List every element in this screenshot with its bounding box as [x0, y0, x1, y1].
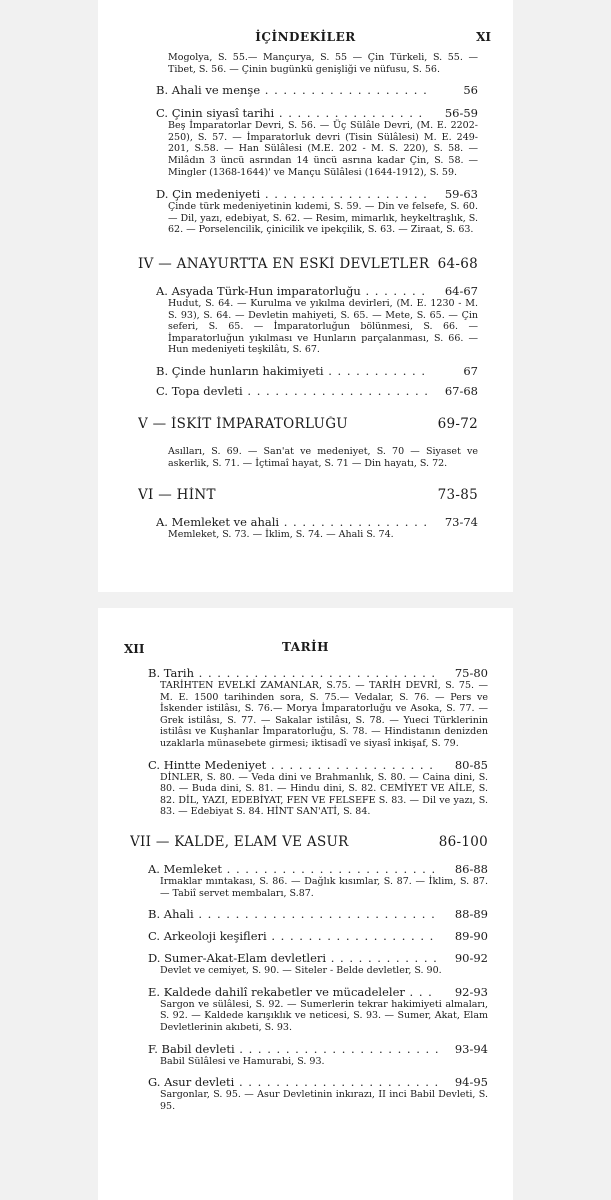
toc-entry: C. Topa devleti . . . 67-68: [156, 384, 478, 398]
page-title: İÇİNDEKİLER: [255, 30, 356, 44]
toc-entry: E. Kaldede dahilî rekabetler ve mücadeleler . . . 92-93: [148, 985, 488, 999]
section-heading: VII — KALDE, ELAM VE ASUR 86-100: [130, 833, 488, 850]
toc-sub: Çinde türk medeniyetinin kıdemi, S. 59. — Din ve felsefe, S. 60. — Dil, yazı, edebiyat, S. 62. — Resim, mimarlık, heykeltraşlık, S. 62. — Porselencilik, çinicilik ve ipekçilik, S. 63. — Ziraat, S. 63.: [168, 201, 478, 236]
toc-sub: Sargonlar, S. 95. — Asur Devletinin inkırazı, II inci Babil Devleti, S. 95.: [160, 1089, 488, 1112]
page-xii: [98, 608, 513, 1200]
toc-sub: Babil Sülâlesi ve Hamurabi, S. 93.: [160, 1055, 325, 1067]
toc-entry: B. Ahali ve menşe . . . 56: [156, 83, 478, 97]
toc-sub: DİNLER, S. 80. — Veda dini ve Brahmanlık, S. 80. — Caina dini, S. 80. — Buda dini, S. 81. — Hindu dini, S. 82. CEMİYET VE AİLE, S. 82. DİL, YAZI, EDEBİYAT, FEN VE FELSEFE S. 83. — Dil ve yazı, S. 83. — Edebiyat S. 84. HİNT SAN'ATİ, S. 84.: [160, 771, 488, 818]
toc-sub: Beş İmparatorlar Devri, S. 56. — Üç Sülâle Devri, (M. E. 2202-250), S. 57. — İmparatorluk devri (Tisin Sülâlesi) M. E. 249-201, S.58. — Han Sülâlesi (M.E. 202 - M. S. 220), S. 58. — Milâdın 3 üncü asrından 14 üncü asrına kadar Çin, S. 58. — Mingler (1368-1644)' ve Mançu Sülâlesi (1644-1912), S. 59.: [168, 120, 478, 178]
toc-entry: B. Tarih . . . 75-80: [148, 666, 488, 680]
page-xi: [98, 0, 513, 592]
toc-entry: C. Çinin siyasî tarihi . . . 56-59: [156, 106, 478, 120]
toc-entry: D. Sumer-Akat-Elam devletleri . . . 90-92: [148, 951, 488, 965]
toc-sub: Memleket, S. 73. — İklim, S. 74. — Ahali S. 74.: [168, 529, 394, 541]
toc-content: [138, 52, 478, 541]
page-number: XII: [124, 642, 145, 656]
section-heading: VI — HİNT 73-85: [138, 487, 478, 504]
toc-entry: A. Memleket ve ahali . . . 73-74: [156, 515, 478, 529]
section-heading: V — İSKİT İMPARATORLUĞU 69-72: [138, 415, 478, 432]
toc-sub: Asılları, S. 69. — San'at ve medeniyet, S. 70 — Siyaset ve askerlik, S. 71. — İçtimaî hayat, S. 71 — Din hayatı, S. 72.: [168, 445, 478, 469]
toc-sub: TARİHTEN EVELKİ ZAMANLAR, S.75. — TARİH DEVRİ, S. 75. — M. E. 1500 tarihinden sora, S. 75.— Vedalar, S. 76. — Pers ve İskender istilâsı, S. 76.— Morya İmparatorluğu ve Asoka, S. 77. — Grek istilâsı, S. 77. — Sakalar istilâsı, S. 78. — Yueci Türklerinin istilâsı ve Kuşhanlar İmparatorluğu, S. 78. — Hindistanın denizden uzaklarla münasebete girmesi; iktisadî ve siyasî inkişaf, S. 79.: [160, 680, 488, 749]
page-header: [98, 30, 513, 50]
toc-entry: A. Memleket . . . 86-88: [148, 862, 488, 876]
section-heading: IV — ANAYURTTA EN ESKİ DEVLETLER 64-68: [138, 255, 478, 272]
toc-entry: D. Çin medeniyeti . . . 59-63: [156, 187, 478, 201]
page-title: TARİH: [281, 640, 329, 654]
page-number: XI: [476, 30, 491, 44]
toc-content: [130, 666, 488, 1112]
toc-sub: Irmaklar mıntakası, S. 86. — Dağlık kısımlar, S. 87. — İklim, S. 87. — Tabiî servet membaları, S.87.: [160, 875, 488, 899]
toc-entry: B. Ahali . . . 88-89: [148, 907, 488, 921]
toc-sub: Devlet ve cemiyet, S. 90. — Siteler - Belde devletler, S. 90.: [160, 965, 442, 977]
page-header: [98, 640, 513, 660]
toc-entry: G. Asur devleti . . . 94-95: [148, 1075, 488, 1089]
toc-sub: Hudut, S. 64. — Kurulma ve yıkılma devirleri, (M. E. 1230 - M. S. 93), S. 64. — Devletin mahiyeti, S. 65. — Mete, S. 65. — Çin seferi, S. 65. — İmparatorluğun bölünmesi, S. 66. — İmparatorluğun yıkılması ve Hunların parçalanması, S. 66. — Hun medeniyeti teşkilâtı, S. 67.: [168, 297, 478, 356]
toc-entry: A. Asyada Türk-Hun imparatorluğu . . . 64-67: [156, 284, 478, 298]
toc-entry: B. Çinde hunların hakimiyeti . . . 67: [156, 364, 478, 378]
toc-continuation: Mogolya, S. 55.— Mançurya, S. 55 — Çin Türkeli, S. 55. — Tibet, S. 56. — Çinin bugünkü genişliği ve nüfusu, S. 56.: [168, 52, 478, 75]
toc-entry: C. Hintte Medeniyet . . . 80-85: [148, 758, 488, 772]
toc-sub: Sargon ve sülâlesi, S. 92. — Sumerlerin tekrar hakimiyeti almaları, S. 92. — Kaldede karışıklık ve neticesi, S. 93. — Sumer, Akat, Elam Devletlerinin akıbeti, S. 93.: [160, 998, 488, 1033]
toc-entry: F. Babil devleti . . . 93-94: [148, 1042, 488, 1056]
toc-entry: C. Arkeoloji keşifleri . . . 89-90: [148, 929, 488, 943]
